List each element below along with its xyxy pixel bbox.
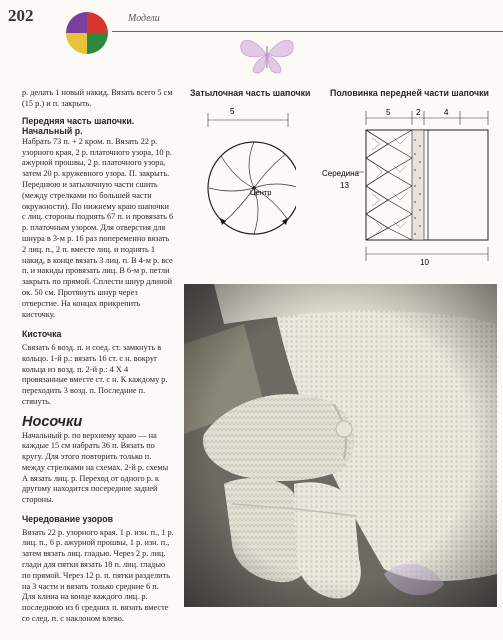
header-rule <box>112 31 503 32</box>
front-diagram <box>320 100 503 272</box>
intro-text: р. делать 1 новый накид. Вязать всего 5 см (15 р.) и п. закрыть. <box>22 88 173 108</box>
tassel-heading: Кисточка <box>22 329 62 340</box>
back-diagram-title: Затылочная часть шапочки <box>190 88 311 98</box>
front-body: Набрать 73 п. + 2 кром. п. Вязать 22 р. узорного края, 2 р. платочного узора, 10 р. ажурной прошвы, 2 р. платочного узора, затем 20 р. кружевного узора. П. закрыть. Переднюю и затылочную части сшить (между стрелками по большей части окружности). По нижнему краю шапочки с лиц. стороны поднять 67 п. и провязать 6 р. платочным узором. Для отверстия для шнура в 3-м р. 16 раз попеременно вязать 2 лиц. п., 2 п. вместе лиц. и поднять 1 накид, в конце вязать 3 лиц. п. В 4-м р. все п. и накиды провязать лиц. В 6-м р. петли закрыть по прямой. Сплести шнур длиной ок. 50 см. Протянуть шнур через отверстие. На концах прикрепить кисточку. <box>22 136 174 319</box>
text-column <box>22 88 174 625</box>
butterfly-icon <box>232 32 302 77</box>
color-ball-icon <box>66 12 108 54</box>
front-bottom-label: 10 <box>420 258 429 267</box>
back-diagram <box>196 100 296 260</box>
front-diagram-title: Половинка передней части шапочки <box>330 88 489 98</box>
front-heading: Передняя часть шапочки. <box>22 115 135 126</box>
front-label-2: 2 <box>416 108 421 117</box>
front-label-5: 5 <box>386 108 391 117</box>
tassel-body: Связать 6 возд. п. и соед. ст. замкнуть в кольцо. 1-й р.: вязать 16 ст. с н. вокруг кольца из возд. п. 2-й р.: 4 Х 4 провязанные вместе ст. с н. К каждому р. переходить 3 возд. п. Последние п. стянуть. <box>22 342 168 406</box>
section-title: Модели <box>128 13 160 24</box>
knitted-set-photo <box>184 284 497 607</box>
patterns-body: Вязать 22 р. узорного края. 1 р. изн. п., 1 р. лиц. п., 6 р. ажурной прошвы, 1 р. изн. п., затем вязать лиц. гладью. Через 2 р. лиц. глади для пятки вязать 18 п. лиц. гладью по прямой. Через 12 р. п. пятки разделить на 3 части и вязать только средние 6 п. Для клина на конце каждого лиц. р. последнюю из 6 средних п. вязать вместе со след. п. с наклоном влево. <box>22 527 174 624</box>
knitted-set-illustration <box>184 284 497 607</box>
center-label: Центр <box>250 188 272 197</box>
patterns-heading: Чередование узоров <box>22 514 113 525</box>
socks-body: Начальный р. по верхнему краю — на каждые 15 см набрать 36 п. Вязать по кругу. Для этого повторить только п. между стрелками на схемах. 2-й р. схемы А вязать лиц. р. Переход от одного р. к другому находится посередине задней стороны. <box>22 430 169 505</box>
middle-label: Середина <box>322 169 359 178</box>
socks-heading: Носочки <box>22 413 83 430</box>
front-label-4: 4 <box>444 108 449 117</box>
page-number: 202 <box>8 6 34 25</box>
back-width-label: 5 <box>230 107 235 116</box>
front-subheading: Начальный р. <box>22 126 83 137</box>
middle-value: 13 <box>340 181 349 190</box>
